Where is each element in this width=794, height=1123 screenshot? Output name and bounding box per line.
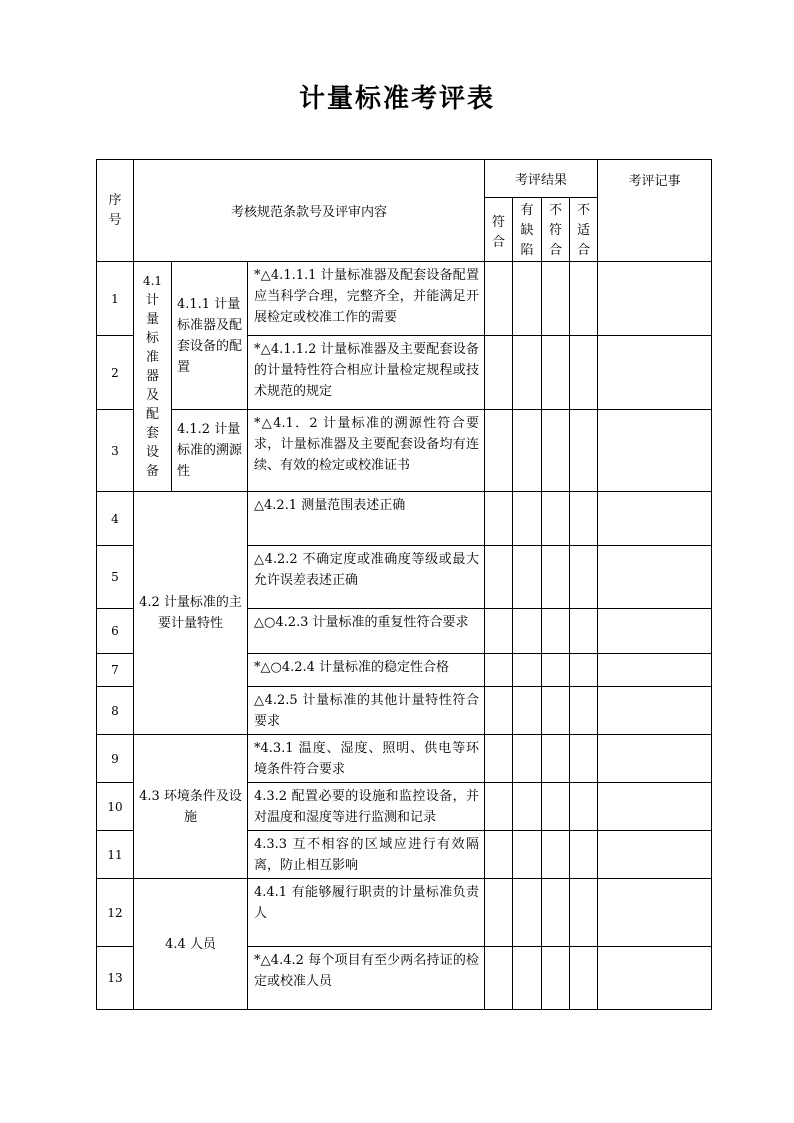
result-conform-cell[interactable] [485,546,513,609]
item-text: 4.4.1 有能够履行职责的计量标准负责人 [248,879,485,947]
result-nonconform-cell[interactable] [542,546,570,609]
page-title: 计量标准考评表 [298,84,495,114]
table-row [97,492,712,546]
notes-cell[interactable] [598,262,712,336]
result-defect-cell[interactable] [513,336,542,410]
result-notapplicable-cell[interactable] [570,654,598,687]
row-number: 3 [97,410,134,492]
row-number: 10 [97,783,134,831]
result-conform-cell[interactable] [485,831,513,879]
notes-cell[interactable] [598,336,712,410]
result-conform-cell[interactable] [485,735,513,783]
row-number: 5 [97,546,134,609]
notes-cell[interactable] [598,831,712,879]
table-row [97,879,712,947]
result-nonconform-cell[interactable] [542,879,570,947]
result-nonconform-cell[interactable] [542,609,570,654]
result-notapplicable-cell[interactable] [570,783,598,831]
result-conform-cell[interactable] [485,654,513,687]
table-row [97,735,712,783]
result-defect-cell[interactable] [513,492,542,546]
item-text: *△4.1．2 计量标准的溯源性符合要求，计量标准器及主要配套设备均有连续、有效的检定或校准证书 [248,410,485,492]
result-defect-cell[interactable] [513,654,542,687]
result-notapplicable-header: 不 适 合 [570,198,598,262]
notes-cell[interactable] [598,879,712,947]
result-defect-cell[interactable] [513,735,542,783]
seq-header: 序 号 [97,160,134,262]
result-notapplicable-cell[interactable] [570,735,598,783]
section-4-2: 4.2 计量标准的主要计量特性 [134,492,248,735]
result-conform-cell[interactable] [485,410,513,492]
result-defect-cell[interactable] [513,783,542,831]
result-nonconform-header: 不 符 合 [542,198,570,262]
result-header: 考评结果 [485,160,598,198]
result-defect-cell[interactable] [513,609,542,654]
result-defect-header: 有 缺 陷 [513,198,542,262]
result-defect-cell[interactable] [513,831,542,879]
notes-cell[interactable] [598,783,712,831]
result-notapplicable-cell[interactable] [570,831,598,879]
result-conform-cell[interactable] [485,947,513,1010]
item-text: *△4.1.1.2 计量标准器及主要配套设备的计量特性符合相应计量检定规程或技术规范的规定 [248,336,485,410]
item-text: △○4.2.3 计量标准的重复性符合要求 [248,609,485,654]
notes-cell[interactable] [598,654,712,687]
notes-cell[interactable] [598,609,712,654]
row-number: 13 [97,947,134,1010]
result-notapplicable-cell[interactable] [570,546,598,609]
result-defect-cell[interactable] [513,947,542,1010]
result-defect-cell[interactable] [513,687,542,735]
result-nonconform-cell[interactable] [542,410,570,492]
notes-cell[interactable] [598,947,712,1010]
notes-cell[interactable] [598,410,712,492]
result-conform-cell[interactable] [485,879,513,947]
result-defect-cell[interactable] [513,410,542,492]
result-conform-cell[interactable] [485,262,513,336]
result-nonconform-cell[interactable] [542,336,570,410]
section-4-1-2: 4.1.2 计量标准的溯源性 [172,410,248,492]
row-number: 6 [97,609,134,654]
row-number: 12 [97,879,134,947]
item-text: △4.2.5 计量标准的其他计量特性符合要求 [248,687,485,735]
section-4-3: 4.3 环境条件及设施 [134,735,248,879]
section-4-1-1: 4.1.1 计量标准器及配套设备的配置 [172,262,248,410]
content-header: 考核规范条款号及评审内容 [134,160,485,262]
row-number: 1 [97,262,134,336]
result-conform-header: 符 合 [485,198,513,262]
item-text: *△4.1.1.1 计量标准器及配套设备配置应当科学合理，完整齐全，并能满足开展检定或校准工作的需要 [248,262,485,336]
result-defect-cell[interactable] [513,546,542,609]
result-nonconform-cell[interactable] [542,947,570,1010]
result-nonconform-cell[interactable] [542,262,570,336]
item-text: *△○4.2.4 计量标准的稳定性合格 [248,654,485,687]
result-nonconform-cell[interactable] [542,492,570,546]
result-notapplicable-cell[interactable] [570,609,598,654]
row-number: 9 [97,735,134,783]
result-conform-cell[interactable] [485,336,513,410]
item-text: *△4.4.2 每个项目有至少两名持证的检定或校准人员 [248,947,485,1010]
result-nonconform-cell[interactable] [542,687,570,735]
item-text: △4.2.1 测量范围表述正确 [248,492,485,546]
notes-cell[interactable] [598,492,712,546]
result-notapplicable-cell[interactable] [570,947,598,1010]
notes-header: 考评记事 [598,160,712,262]
result-notapplicable-cell[interactable] [570,687,598,735]
notes-cell[interactable] [598,735,712,783]
table-row [97,410,712,492]
notes-cell[interactable] [598,687,712,735]
result-notapplicable-cell[interactable] [570,492,598,546]
result-defect-cell[interactable] [513,262,542,336]
row-number: 2 [97,336,134,410]
row-number: 7 [97,654,134,687]
row-number: 4 [97,492,134,546]
row-number: 11 [97,831,134,879]
result-nonconform-cell[interactable] [542,783,570,831]
item-text: 4.3.2 配置必要的设施和监控设备，并对温度和湿度等进行监测和记录 [248,783,485,831]
result-conform-cell[interactable] [485,687,513,735]
result-notapplicable-cell[interactable] [570,879,598,947]
item-text: *4.3.1 温度、湿度、照明、供电等环境条件符合要求 [248,735,485,783]
row-number: 8 [97,687,134,735]
header-row [97,160,712,198]
result-nonconform-cell[interactable] [542,735,570,783]
result-nonconform-cell[interactable] [542,654,570,687]
result-conform-cell[interactable] [485,783,513,831]
result-notapplicable-cell[interactable] [570,262,598,336]
item-text: △4.2.2 不确定度或准确度等级或最大允许误差表述正确 [248,546,485,609]
result-notapplicable-cell[interactable] [570,410,598,492]
notes-cell[interactable] [598,546,712,609]
section-4-4: 4.4 人员 [134,879,248,1010]
evaluation-table [96,159,712,1010]
result-conform-cell[interactable] [485,492,513,546]
table-row [97,262,712,336]
section-4-1: 4.1 计 量 标 准 器 及 配 套 设 备 [134,262,172,492]
item-text: 4.3.3 互不相容的区域应进行有效隔离，防止相互影响 [248,831,485,879]
result-defect-cell[interactable] [513,879,542,947]
result-nonconform-cell[interactable] [542,831,570,879]
result-conform-cell[interactable] [485,609,513,654]
result-notapplicable-cell[interactable] [570,336,598,410]
